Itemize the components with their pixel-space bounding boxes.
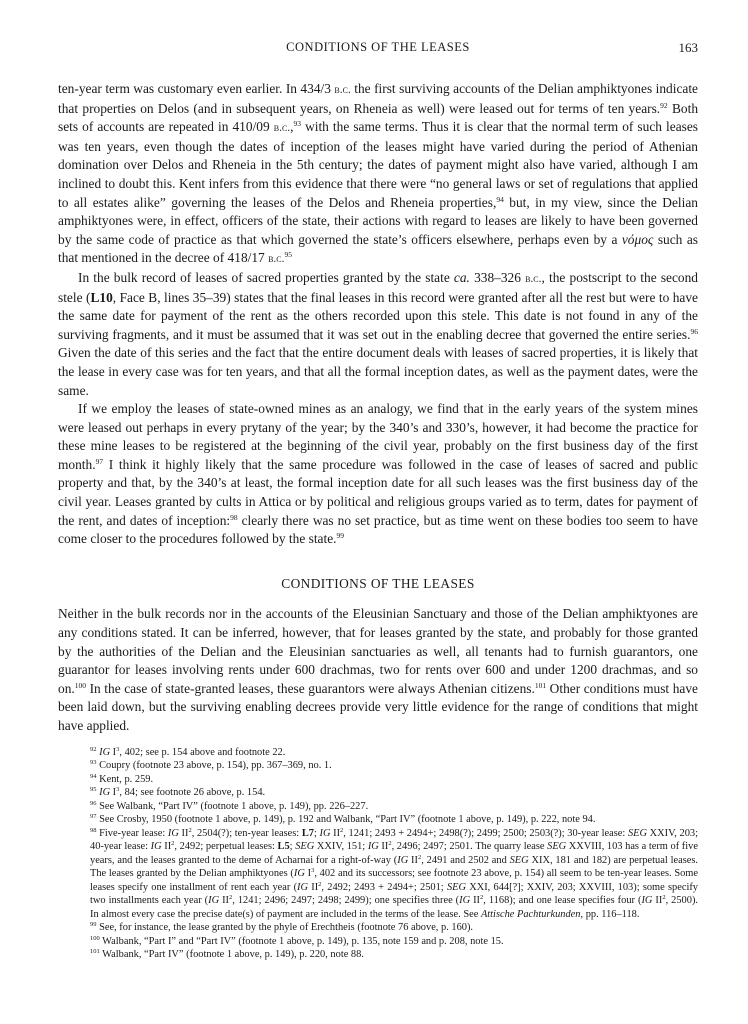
footnote: $^{97}$ See Crosby, 1950 (footnote 1 above, p. 149), p. 192 and Walbank, “Part IV” (footnote 1 above, p. 149), p. 222, note 94. [90,813,596,826]
footnote: $^{98}$ Five-year lease: IG $II^2$, 2504(?); ten-year leases: L7; IG $II^2$, 1241; 2493 + 2494+; 2498(?); 2499; 2500; 2503(?); 30-year lease: SEG XXIV, 203; 40-year lease: IG $II^2$, 2492; perpetual leases: L5; SEG XXIV, 151; IG $II^2$, 2496; 2497; 2501. The quarry lease SEG XXVIII, 103 has a term of five years, and the leases granted to the deme of Acharnai for a right-of-way (IG $II^2$, 2491 and 2502 and SEG XIX, 181 and 182) are perpetual leases. The leases granted by the Delian amphiktyones (IG $I^3$, 402 and its successors; see footnote 23 above, p. 154) all seem to be ten-year leases. Some leases specify one installment of rent each year (IG $II^2$, 2492; 2493 + 2494+; 2501; SEG XXI, 644[?]; XXIV, 203; XXVIII, 103); some specify two installments each year (IG $II^2$, 1241; 2496; 2497; 2498; 2499); one specifies three (IG $II^2$, 1168); and one lease specifies four (IG $II^2$, 2500). In almost every case the precise date(s) of payment are included in the terms of the lease. See Attische Pachturkunden, pp. 116–118. [90,826,699,920]
paragraph: Neither in the bulk records nor in the accounts of the Eleusinian Sanctuary and those of the Delian amphiktyones are any conditions stated. It can be inferred, however, that for leases granted by the state, and probably for those granted by the authorities of the Delian and the Eleusinian sanctuaries as well, all tenants had to furnish guarantors, one guarantor for leases involving rents under 600 drachmas, two for rents over 600 and under 1200 drachmas, and so on.$^{100}$ In the case of state-granted leases, these guarantors were always Athenian citizens.$^{101}$ Other conditions must have been laid down, but the surviving enabling decrees provide very little evidence for the range of conditions that might have applied. [58,606,698,733]
footnote: $^{94}$ Kent, p. 259. [90,772,154,785]
page [58,40,698,962]
running-title: CONDITIONS OF THE LEASES [286,40,470,54]
running-header [58,40,698,62]
paragraph: ten-year term was customary even earlier. In 434/3 b.c. the first surviving accounts of the Delian amphiktyones indicate that properties on Delos (and in subsequent years, on Rheneia as well) were leased out for terms of ten years.$^{92}$ Both sets of accounts are repeated in 410/09 b.c.,$^{93}$ with the same terms. Thus it is clear that the normal term of such leases was ten years, even though the dates of inception of the leases might have varied during the period of Athenian domination over Delos and Rheneia in the 5th century; the dates of payment might also have varied, although I am inclined to doubt this. Kent infers from this evidence that there were “no general laws or set of regulations that applied to all estates alike” governing the leases of the Delos and Rheneia properties,$^{94}$ but, in my view, since the Delian amphiktyones were, in effect, officers of the state, their actions with regard to leases are likely to have been governed by the same code of practice as that which governed the state’s officers elsewhere, perhaps even by a νόμος such as that mentioned in the decree of 418/17 b.c.$^{95}$ [58,81,699,266]
footnote: $^{96}$ See Walbank, “Part IV” (footnote 1 above, p. 149), pp. 226–227. [90,799,369,812]
footnote: $^{99}$ See, for instance, the lease granted by the phyle of Erechtheis (footnote 76 above, p. 160). [90,921,474,934]
page-number: 163 [678,40,698,55]
section-heading: CONDITIONS OF THE LEASES [281,575,475,591]
body-text [58,80,698,736]
footnotes [58,746,698,962]
paragraph: If we employ the leases of state-owned mines as an analogy, we find that in the early years of the system mines were leased out perhaps in every prytany of the year; by the 340’s and 330’s, however, it had become the practice for these mine leases to be registered at the beginning of the civil year, probably on the first business day of the first month.$^{97}$ I think it highly likely that the same procedure was followed in the case of leases of sacred and public property and that, by the 340’s at least, the formal inception date for all such leases was the first business day of the civil year. Leases granted by cults in Attica or by political and religious groups varied as to term, dates for payment of the rent, and dates of inception:$^{98}$ clearly there was no set practice, but as time went on these bodies too seem to have come closer to the procedures followed by the state.$^{99}$ [58,401,698,547]
footnote: $^{101}$ Walbank, “Part IV” (footnote 1 above, p. 149), p. 220, note 88. [90,948,364,961]
footnote: $^{93}$ Coupry (footnote 23 above, p. 154), pp. 367–369, no. 1. [90,759,332,772]
footnote: $^{92}$ IG $I^3$, 402; see p. 154 above and footnote 22. [90,745,286,758]
footnote: $^{95}$ IG $I^3$, 84; see footnote 26 above, p. 154. [90,786,266,799]
paragraph: In the bulk record of leases of sacred properties granted by the state ca. 338–326 b.c., the postscript to the second stele (L10, Face B, lines 35–39) states that the final leases in this record were granted after all the rest but were to have the same date for payment of the rent as the others recorded upon this stele. This date is not found in any of the surviving fragments, and it must be assumed that it was set out in the enabling decree that governed the entire series.$^{96}$ Given the date of this series and the fact that the entire document deals with leases of sacred properties, it is likely that the lease in every case was for ten years, and that all the formal inception dates, as well as the payment dates, were the same. [58,269,698,398]
footnote: $^{100}$ Walbank, “Part I” and “Part IV” (footnote 1 above, p. 149), p. 135, note 159 and p. 208, note 15. [90,934,504,947]
